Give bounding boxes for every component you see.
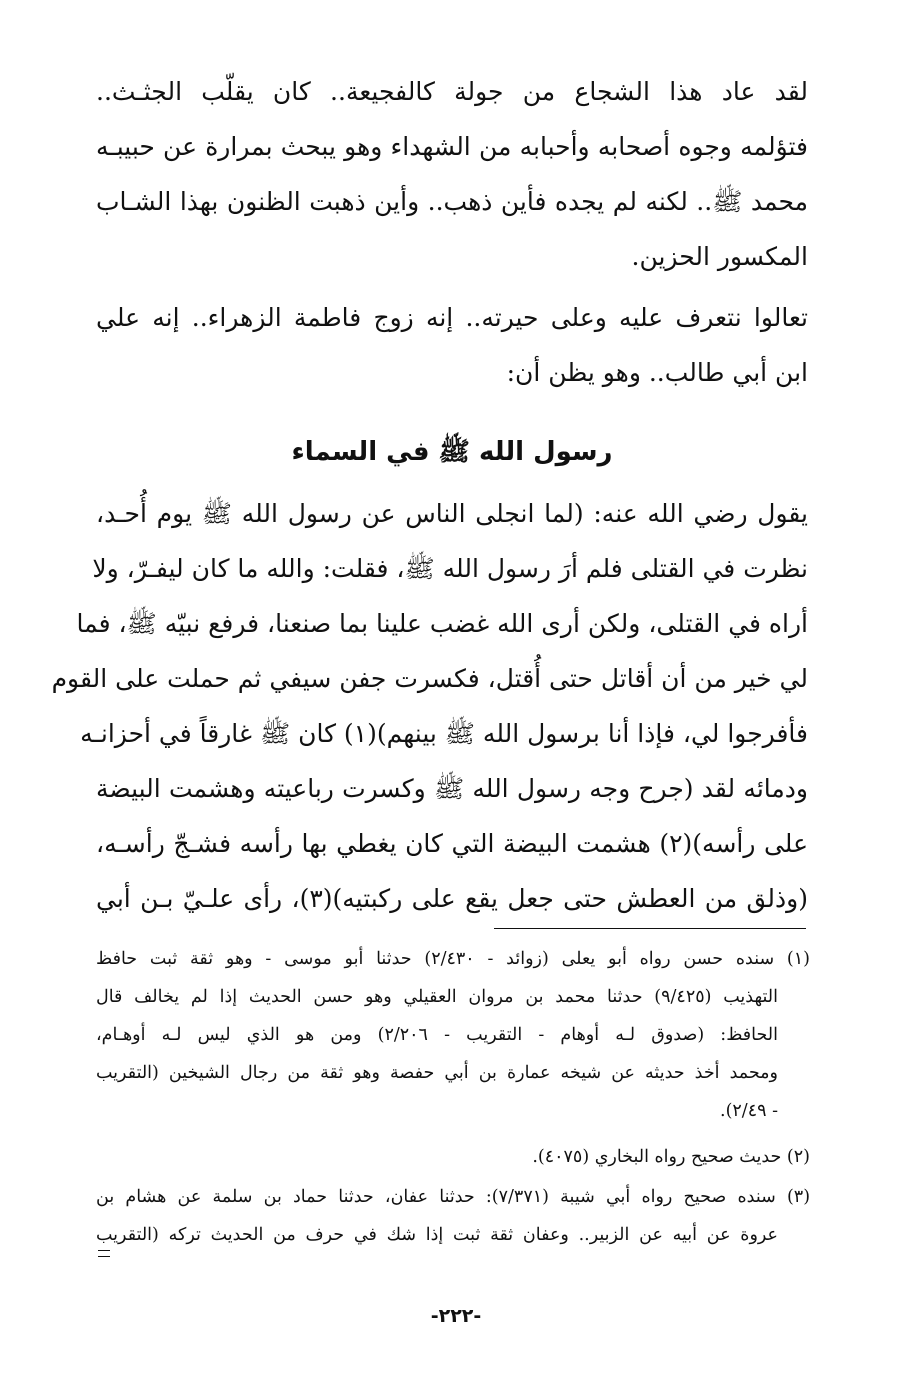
text-line: لقد عاد هذا الشجاع من جولة كالفجيعة.. كان يقلّب الجثـث.. <box>96 77 808 106</box>
footnote-line: الحافظ: (صدوق لـه أوهام - التقريب - ٢/٢٠٦) ومن هو الذي ليس لـه أوهـام، <box>96 1025 778 1045</box>
footnote-line: (٣) سنده صحيح رواه أبي شيبة (٧/٣٧١): حدثنا عفان، حدثنا حماد بن سلمة عن هشام بن <box>96 1187 811 1207</box>
footnote-line: (١) سنده حسن رواه أبو يعلى (زوائد - ٢/٤٣٠) حدثنا أبو موسى - وهو ثقة ثبت حافظ <box>96 949 810 969</box>
footnote-1 <box>96 940 810 1130</box>
footnote-3 <box>96 1178 810 1254</box>
text-line: محمد ﷺ.. لكنه لم يجده فأين ذهب.. وأين ذهبت الظنون بهذا الشـاب <box>96 187 808 216</box>
footnote-2 <box>96 1138 810 1176</box>
text-line: لي خير من أن أقاتل حتى أُقتل، فكسرت جفن سيفي ثم حملت على القوم <box>51 664 808 693</box>
text-line: يقول رضي الله عنه: (لما انجلى الناس عن رسول الله ﷺ يوم أُحـد، <box>96 499 808 528</box>
main-paragraph <box>51 486 808 926</box>
text-line: نظرت في القتلى فلم أرَ رسول الله ﷺ، فقلت: والله ما كان ليفـرّ، ولا <box>92 554 808 583</box>
text-line: تعالوا نتعرف عليه وعلى حيرته.. إنه زوج فاطمة الزهراء.. إنه علي <box>96 303 808 332</box>
intro-paragraph <box>96 64 808 284</box>
section-heading: رسول الله ﷺ في السماء <box>291 437 613 467</box>
text-line: ابن أبي طالب.. وهو يظن أن: <box>506 358 808 387</box>
footnote-line: ومحمد أخذ حديثه عن شيخه عمارة بن أبي حفصة وهو ثقة من رجال الشيخين (التقريب <box>96 1063 778 1083</box>
text-line: أراه في القتلى، ولكن أرى الله غضب علينا بما صنعنا، فرفع نبيّه ﷺ، فما <box>76 609 808 638</box>
footnote-line: عروة عن أبيه عن الزبير.. وعفان ثقة ثبت إذا شك في حرف من الحديث تركه (التقريب <box>96 1225 778 1245</box>
text-line: المكسور الحزين. <box>631 242 808 271</box>
footnote-line: (٢) حديث صحيح رواه البخاري (٤٠٧٥). <box>532 1147 810 1167</box>
footnote-separator <box>494 928 806 929</box>
continuation-mark <box>98 1250 110 1257</box>
text-line: ودمائه لقد (جرح وجه رسول الله ﷺ وكسرت رباعيته وهشمت البيضة <box>96 774 808 803</box>
text-line: (وذلق من العطش حتى جعل يقع على ركبتيه)(٣)، رأى علـيّ بـن أبي <box>96 884 808 913</box>
footnote-line: التهذيب (٩/٤٢٥) حدثنا محمد بن مروان العقيلي وهو حسن الحديث إذا لم يخالف قال <box>96 987 779 1007</box>
page-number: -٢٢٢- <box>430 1305 482 1327</box>
second-paragraph <box>96 290 808 400</box>
text-line: فتؤلمه وجوه أصحابه وأحبابه من الشهداء وهو يبحث بمرارة عن حبيبـه <box>96 132 808 161</box>
text-line: فأفرجوا لي، فإذا أنا برسول الله ﷺ بينهم)(١) كان ﷺ غارقاً في أحزانـه <box>80 719 808 748</box>
text-line: على رأسه)(٢) هشمت البيضة التي كان يغطي بها رأسه فشـجّ رأسـه، <box>96 829 808 858</box>
footnote-line: - ٢/٤٩). <box>720 1101 778 1121</box>
